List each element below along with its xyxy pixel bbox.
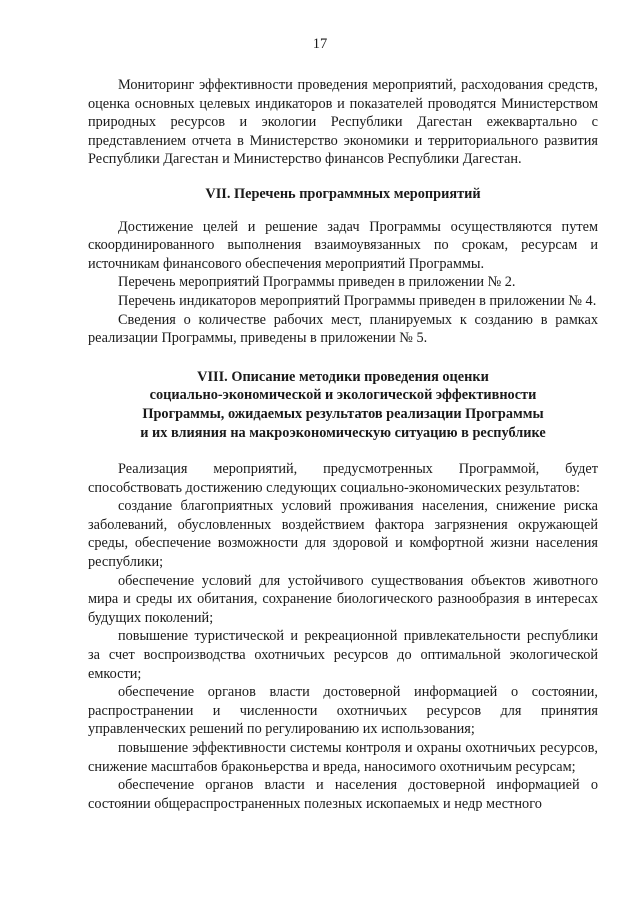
section-8-list-item: повышение туристической и рекреационной привлекательности республики за счет воспроизводства охотничьих ресурсов до оптимальной экологической емкости; — [88, 628, 598, 682]
section-8-list-item: создание благоприятных условий проживания населения, снижение риска заболеваний, обусловленных воздействием фактора загрязнения окружающей среды, обеспечение возможности для здоровой и комфортной жизни населения республики; — [88, 498, 598, 571]
page-number: 17 — [312, 36, 328, 52]
section-8-list-item: повышение эффективности системы контроля и охраны охотничьих ресурсов, снижение масштабов браконьерства и вреда, наносимого охотничьим ресурсам; — [88, 740, 598, 775]
section-7-paragraph: Перечень индикаторов мероприятий Программы приведен в приложении № 4. — [118, 292, 597, 309]
section-8-paragraph: Реализация мероприятий, предусмотренных Программой, будет способствовать достижению следующих социально-экономических результатов: — [88, 461, 598, 496]
section-8-list-item: обеспечение органов власти достоверной информацией о состоянии, распространении и численности охотничьих ресурсов для принятия управленческих решений по регулированию их использования; — [88, 684, 598, 738]
section-7-paragraph: Сведения о количестве рабочих мест, планируемых к созданию в рамках реализации Программы, приведены в приложении № 5. — [88, 311, 598, 347]
section-8-heading-line: Программы, ожидаемых результатов реализации Программы — [142, 405, 544, 422]
section-8-list-item: обеспечение органов власти и населения достоверной информацией о состоянии общераспространенных полезных ископаемых и недр местного — [88, 777, 598, 812]
section-8-heading-line: социально-экономической и экологической эффективности — [149, 387, 537, 404]
section-8-heading-line: и их влияния на макроэкономическую ситуацию в республике — [140, 424, 546, 441]
section-8-heading-line: VIII. Описание методики проведения оценки — [197, 368, 489, 385]
section-7-paragraph: Достижение целей и решение задач Программы осуществляются путем скоординированного выполнения взаимоувязанных по срокам, ресурсам и источникам финансового обеспечения мероприятий Программы. — [88, 218, 598, 272]
section-7-paragraph: Перечень мероприятий Программы приведен в приложении № 2. — [118, 274, 516, 291]
section-8-heading — [88, 368, 598, 442]
section-7-heading: VII. Перечень программных мероприятий — [205, 185, 481, 202]
document-body — [88, 76, 598, 813]
section-8-list-item: обеспечение условий для устойчивого существования объектов животного мира и среды их обитания, сохранение биологического разнообразия в интересах будущих поколений; — [88, 572, 598, 626]
monitoring-paragraph: Мониторинг эффективности проведения мероприятий, расходования средств, оценка основных целевых индикаторов и показателей проводятся Министерством природных ресурсов и экологии Республики Дагестан ежеквартально с представлением отчета в Министерство экономики и территориального развития Республики Дагестан и Министерство финансов Республики Дагестан. — [88, 77, 598, 168]
